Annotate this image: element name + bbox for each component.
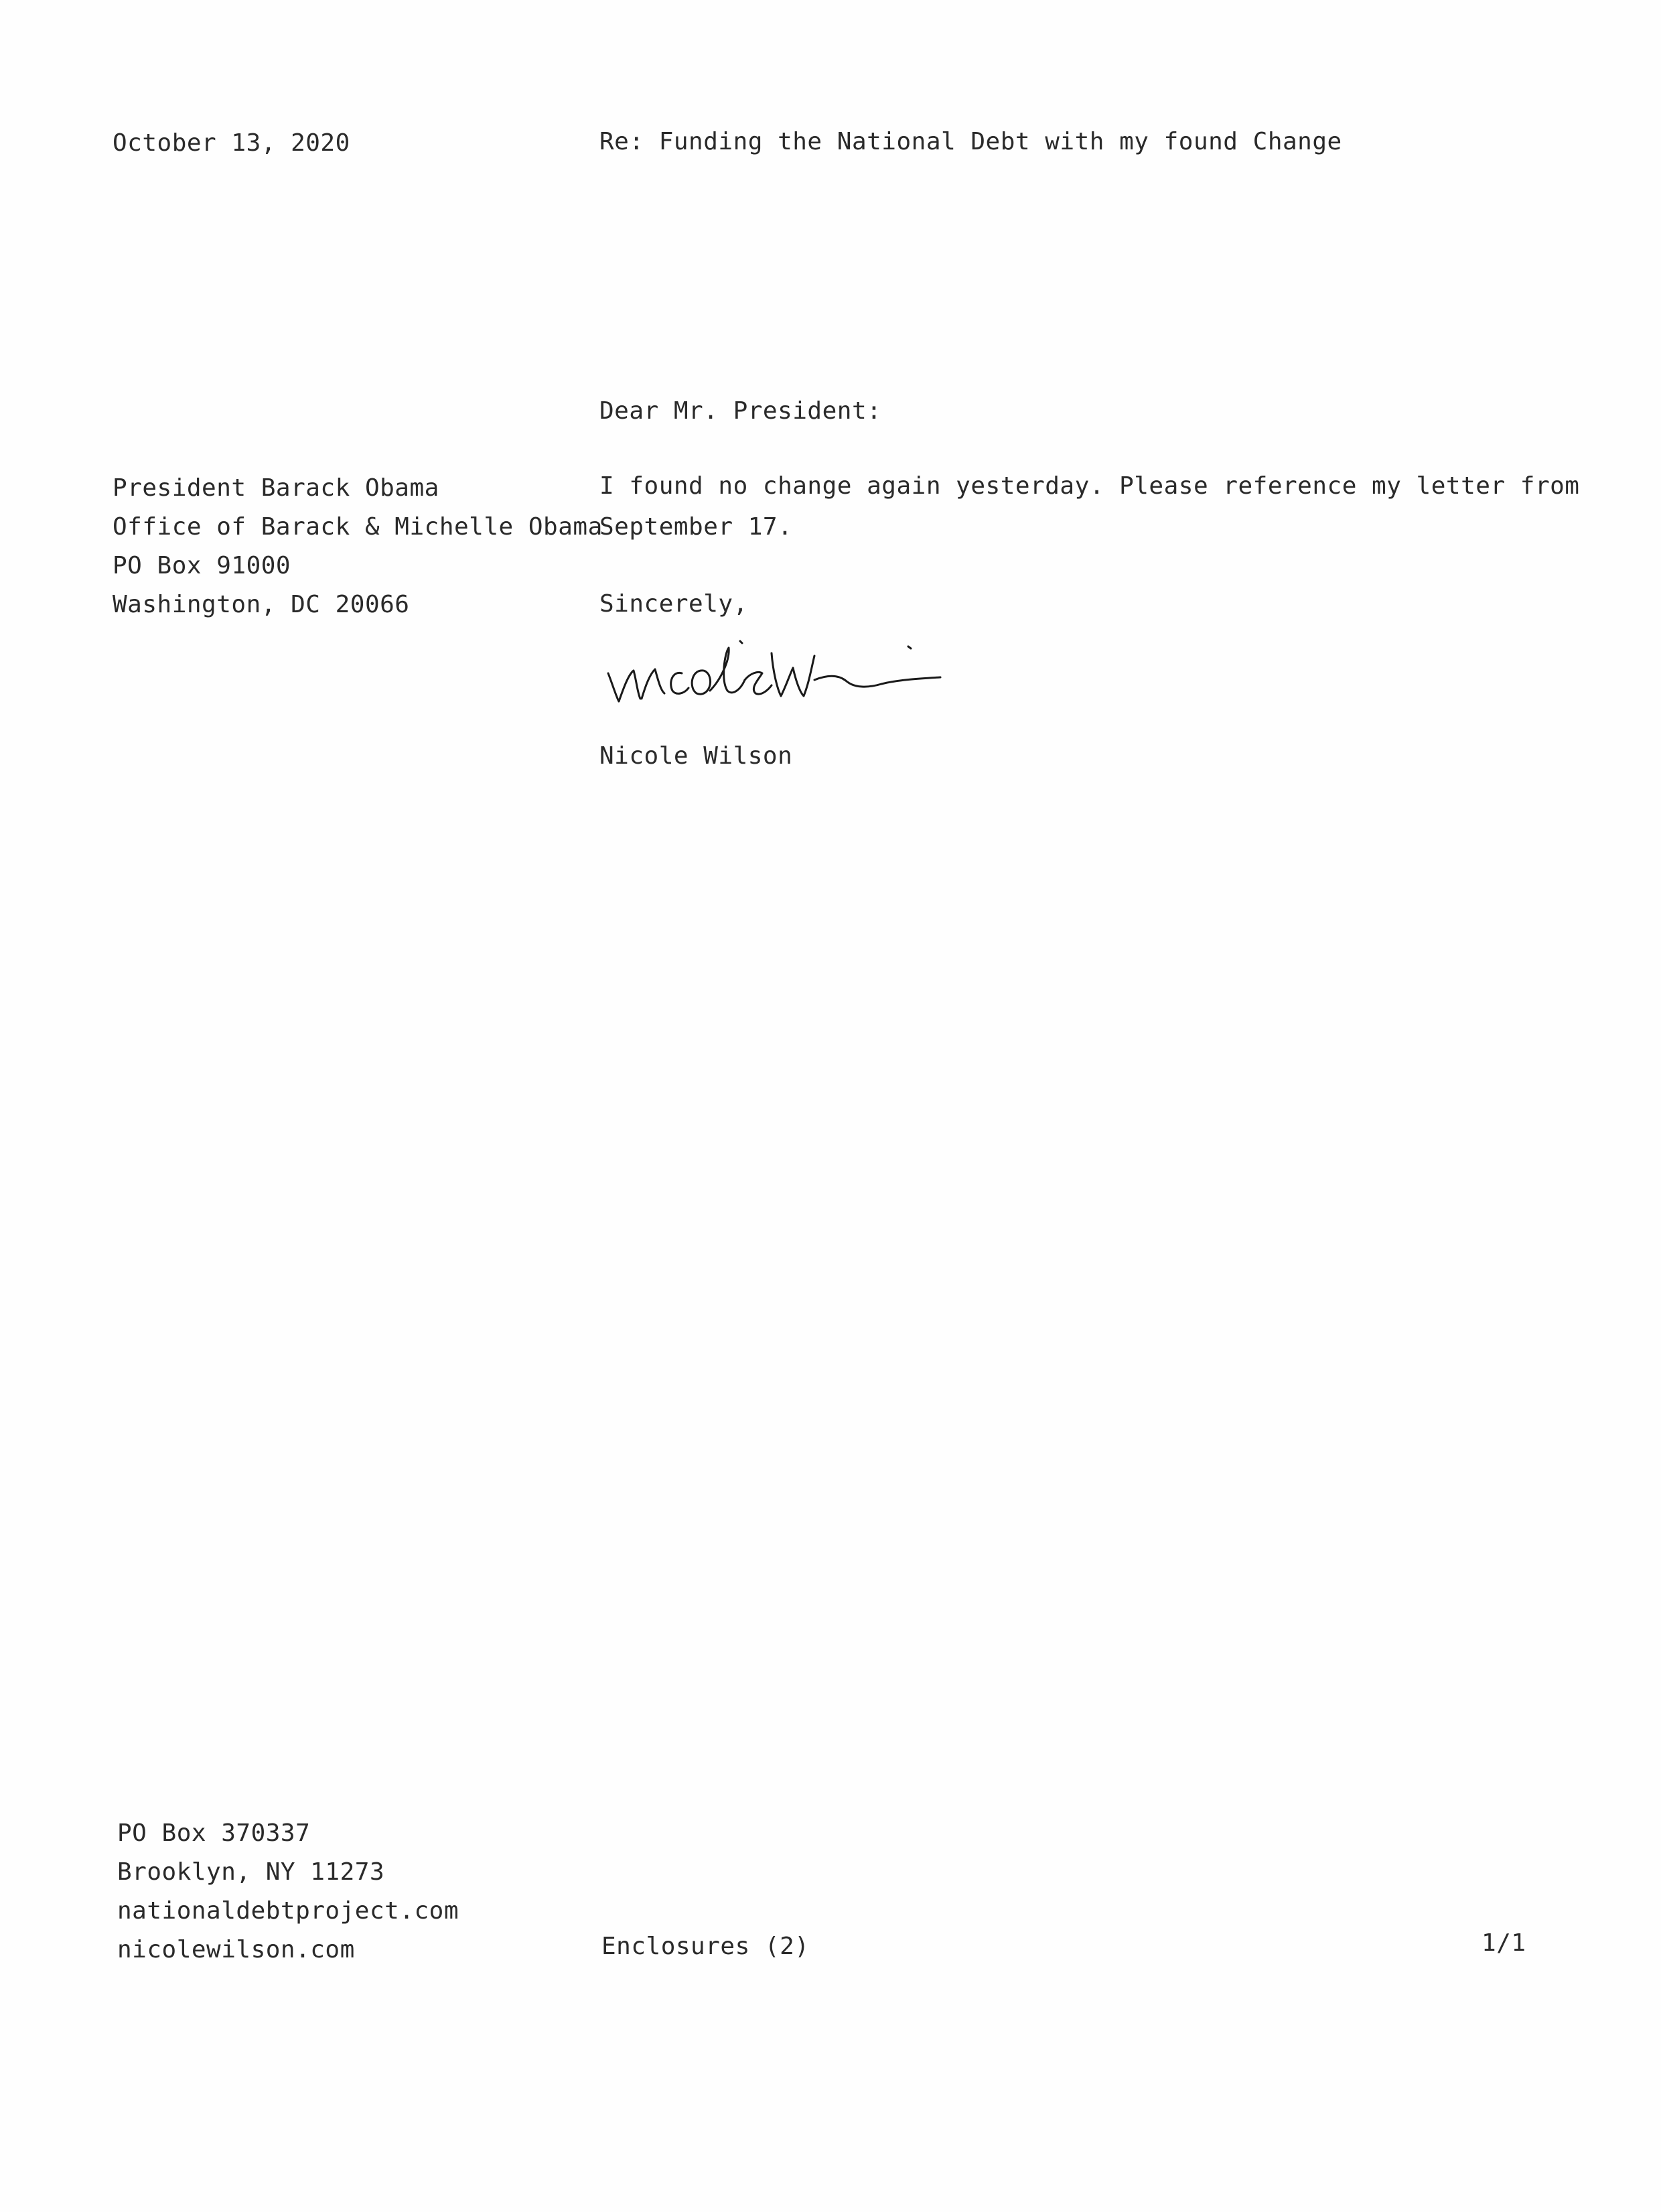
sender-address-block: [117, 1814, 459, 1969]
recipient-line: Office of Barack & Michelle Obama: [113, 513, 603, 541]
sender-address-line: Brooklyn, NY 11273: [117, 1858, 385, 1886]
body-line: I found no change again yesterday. Please reference my letter from: [599, 472, 1580, 500]
sender-address-line: nationaldebtproject.com: [117, 1897, 459, 1925]
sender-address-line: nicolewilson.com: [117, 1936, 355, 1963]
letter-date: October 13, 2020: [113, 129, 350, 157]
enclosures-note: Enclosures (2): [601, 1933, 810, 1960]
recipient-line: Washington, DC 20066: [113, 591, 410, 618]
body-line: September 17.: [599, 513, 793, 541]
letter-subject: Re: Funding the National Debt with my found Change: [599, 128, 1342, 155]
recipient-line: President Barack Obama: [113, 474, 439, 502]
page-number: 1/1: [1482, 1929, 1526, 1957]
handwritten-signature: [603, 626, 951, 720]
closing: Sincerely,: [599, 590, 748, 618]
recipient-address-block: [113, 469, 603, 624]
recipient-line: PO Box 91000: [113, 552, 291, 579]
signer-name: Nicole Wilson: [599, 742, 793, 770]
sender-address-line: PO Box 370337: [117, 1819, 311, 1847]
letter-body: [599, 467, 1579, 549]
salutation: Dear Mr. President:: [599, 397, 882, 425]
